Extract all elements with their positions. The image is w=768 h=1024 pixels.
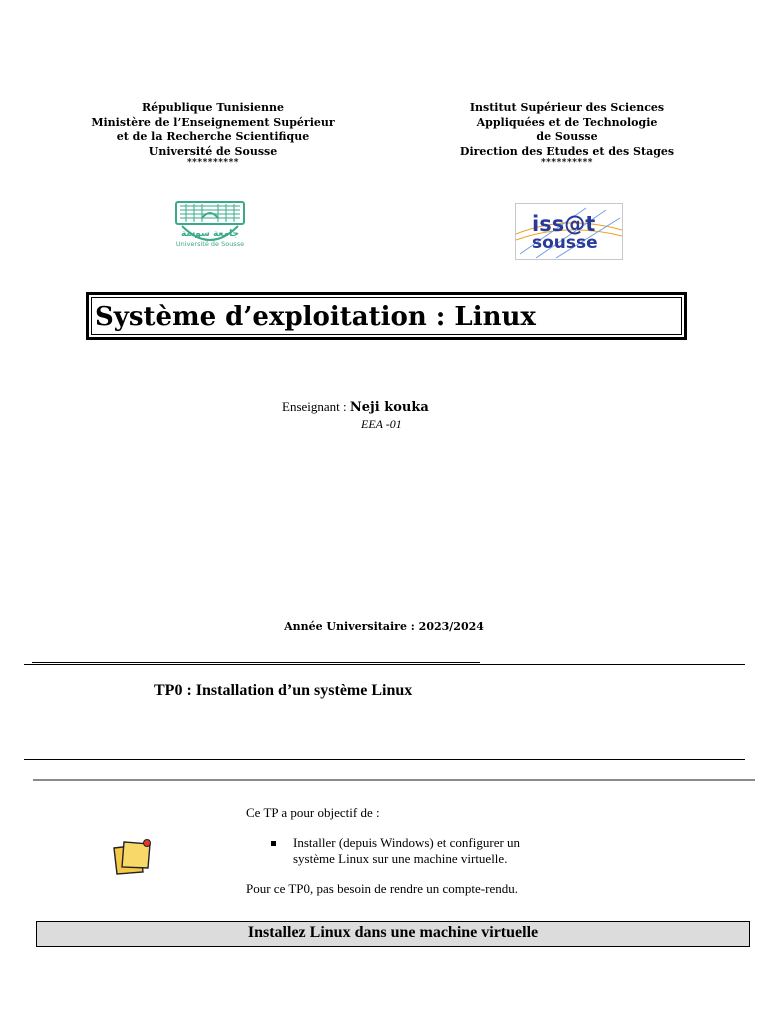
header-right-line: Direction des Etudes et des Stages (459, 144, 675, 158)
divider-line (33, 779, 755, 781)
section-heading-box (36, 921, 750, 947)
header-right-stars: ********** (540, 158, 594, 168)
objective-bullet-line: Installer (depuis Windows) et configurer un (293, 835, 521, 850)
header-left-stars: ********** (186, 158, 240, 168)
header-right-line: de Sousse (536, 130, 598, 143)
teacher-name: Neji kouka (349, 400, 429, 415)
svg-text:جامعة سوسة: جامعة سوسة (181, 229, 239, 239)
header-right-line: Institut Supérieur des Sciences (469, 101, 665, 114)
divider-line (24, 759, 745, 760)
bullet-icon (271, 841, 276, 846)
university-logo (172, 198, 248, 258)
teacher-group: EEA -01 (361, 417, 402, 431)
section-heading: Installez Linux dans une machine virtuelle (247, 924, 539, 941)
header-left-line: Ministère de l’Enseignement Supérieur (91, 115, 335, 129)
divider-line (24, 664, 745, 665)
academic-year: Année Universitaire : 2023/2024 (284, 620, 484, 633)
objective-note: Pour ce TP0, pas besoin de rendre un compte-rendu. (246, 881, 518, 896)
document-title: Système d’exploitation : Linux (95, 302, 536, 332)
sticky-note-icon (110, 836, 156, 876)
document-title-inner-border (91, 297, 682, 335)
teacher-line (282, 399, 429, 416)
issat-logo-bottom: sousse (532, 233, 598, 253)
divider-line (32, 662, 480, 663)
objective-intro: Ce TP a pour objectif de : (246, 805, 380, 820)
header-right-line: Appliquées et de Technologie (476, 115, 658, 129)
objective-bullet-line: système Linux sur une machine virtuelle. (293, 851, 508, 866)
issat-logo (515, 203, 623, 260)
header-left-line: République Tunisienne (141, 101, 285, 114)
header-left-line: et de la Recherche Scientifique (116, 130, 310, 143)
header-right (432, 101, 702, 168)
header-left-line: Université de Sousse (148, 144, 278, 158)
teacher-label: Enseignant : (282, 399, 350, 414)
issat-logo-top: iss@t (532, 212, 596, 236)
header-left (78, 101, 348, 168)
tp-title: TP0 : Installation d’un système Linux (154, 682, 413, 699)
university-logo-text: Université de Sousse (175, 240, 245, 248)
document-title-box (86, 292, 687, 340)
